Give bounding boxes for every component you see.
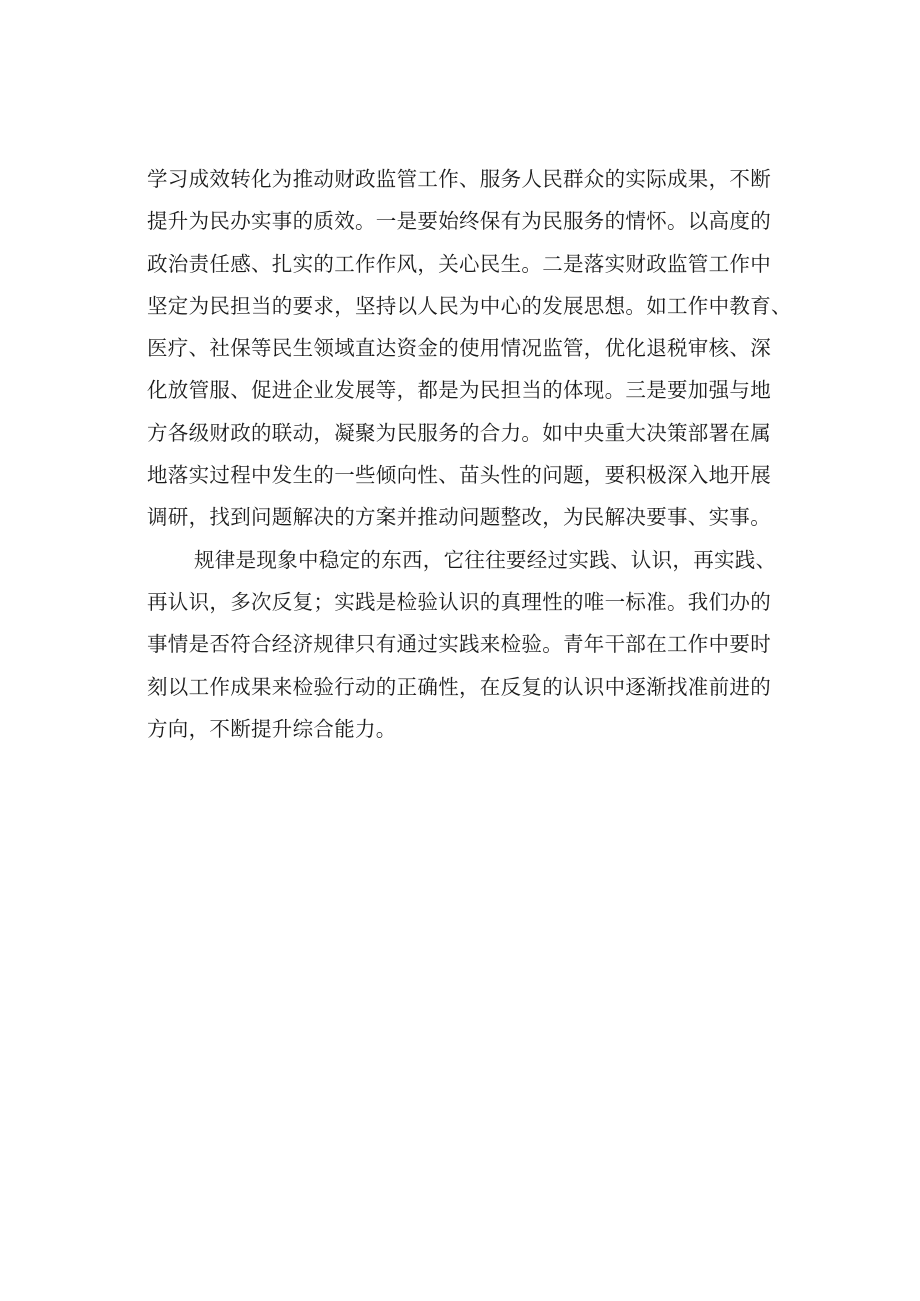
paragraph-line: 刻以工作成果来检验行动的正确性，在反复的认识中逐渐找准前进的 (147, 674, 771, 699)
paragraph-line: 政治责任感、扎实的工作作风，关心民生。二是落实财政监管工作中 (147, 251, 771, 276)
paragraph-line: 提升为民办实事的质效。一是要始终保有为民服务的情怀。以高度的 (147, 209, 771, 234)
document-body (147, 158, 827, 750)
paragraph-line: 规律是现象中稳定的东西，它往往要经过实践、认识，再实践、 (194, 547, 777, 572)
paragraph-line: 学习成效转化为推动财政监管工作、服务人民群众的实际成果，不断 (147, 167, 771, 191)
paragraph-line: 方各级财政的联动，凝聚为民服务的合力。如中央重大决策部署在属 (147, 420, 771, 445)
paragraph-line: 医疗、社保等民生领域直达资金的使用情况监管，优化退税审核、深 (147, 336, 771, 361)
paragraph-line: 调研，找到问题解决的方案并推动问题整改，为民解决要事、实事。 (147, 505, 771, 530)
paragraph-1 (147, 158, 827, 539)
paragraph-line: 化放管服、促进企业发展等，都是为民担当的体现。三是要加强与地 (147, 378, 771, 403)
paragraph-line: 地落实过程中发生的一些倾向性、苗头性的问题，要积极深入地开展 (147, 463, 771, 488)
paragraph-line: 方向，不断提升综合能力。 (147, 716, 397, 741)
paragraph-line: 坚定为民担当的要求，坚持以人民为中心的发展思想。如工作中教育、 (147, 293, 792, 318)
paragraph-line: 事情是否符合经济规律只有通过实践来检验。青年干部在工作中要时 (147, 632, 771, 657)
paragraph-line: 再认识，多次反复；实践是检验认识的真理性的唯一标准。我们办的 (147, 589, 771, 614)
paragraph-2 (147, 539, 827, 750)
